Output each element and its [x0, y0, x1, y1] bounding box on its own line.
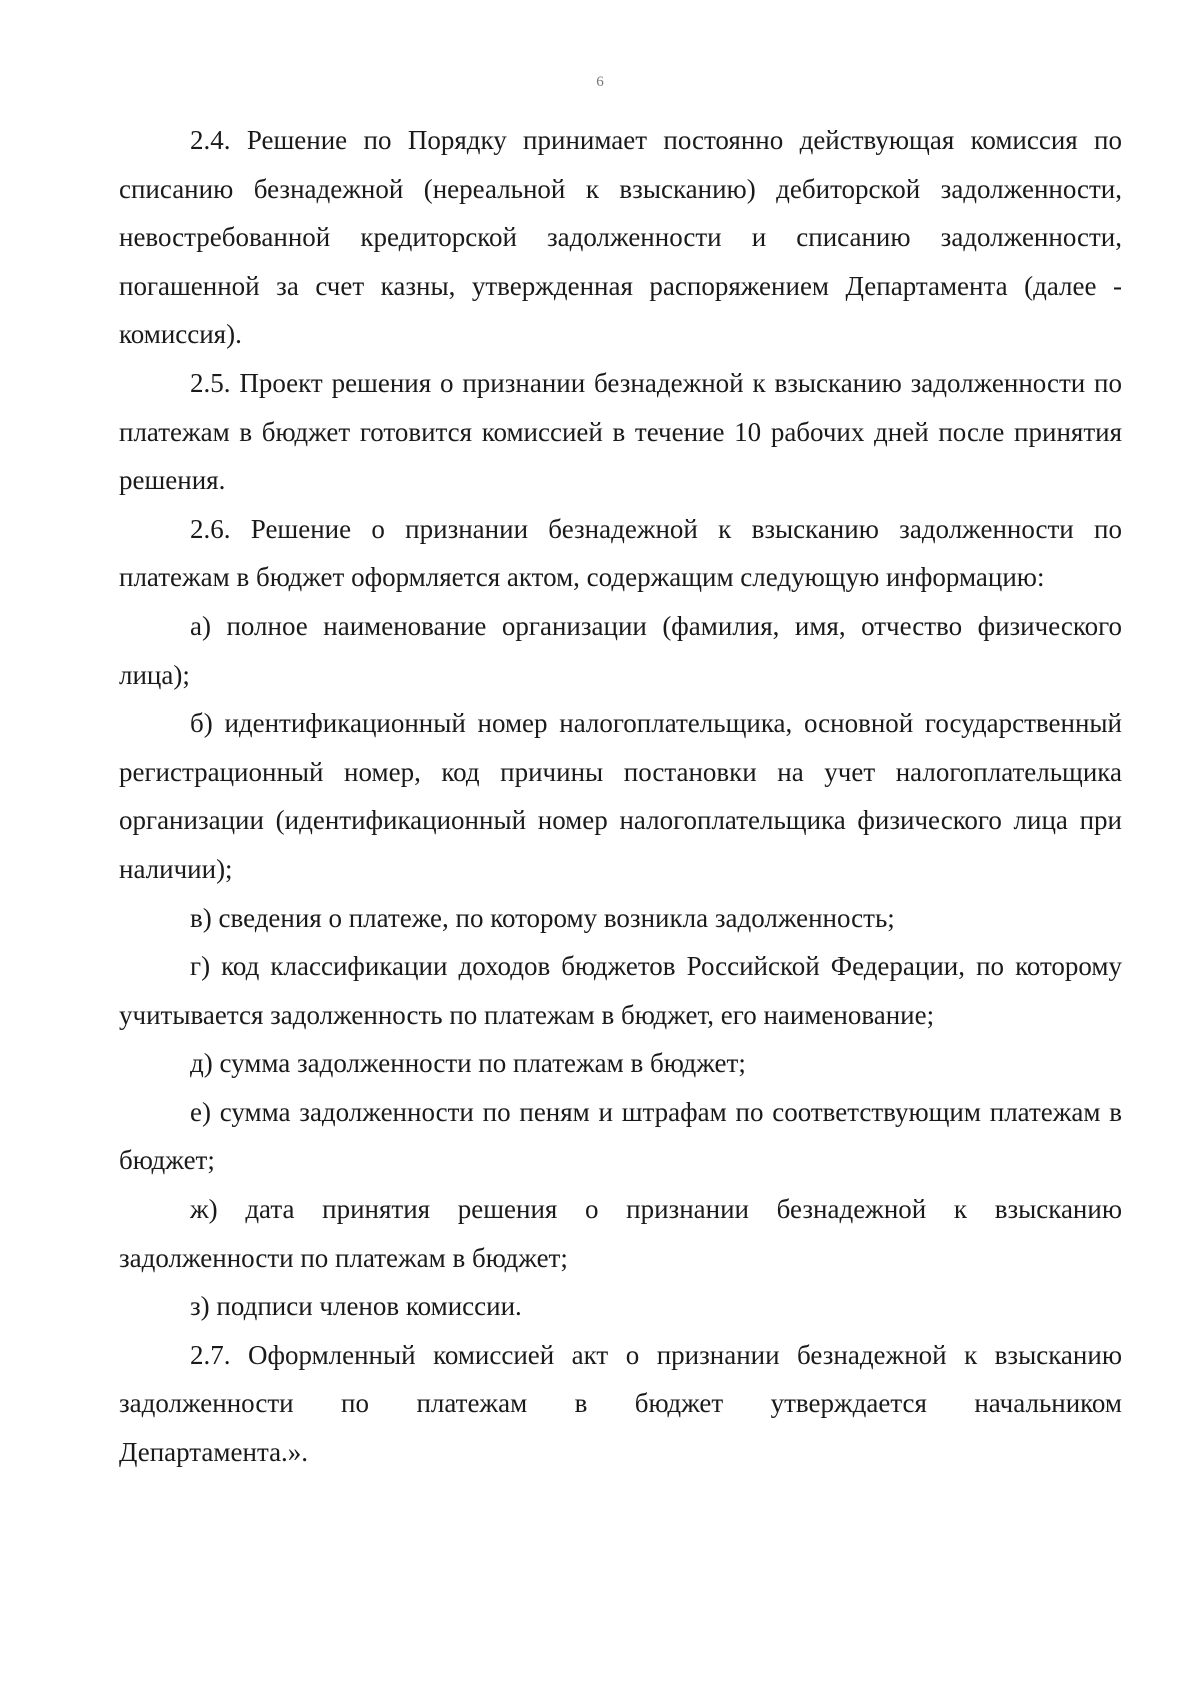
paragraph-2-7: 2.7. Оформленный комиссией акт о признании безнадежной к взысканию задолженности по платежам в бюджет утверждается начальником [119, 1339, 1122, 1419]
paragraph-2-6: 2.6. Решение о признании безнадежной к взысканию задолженности по платежам в бюджет оформляется актом, содержащим следующую информацию: [119, 513, 1122, 593]
list-item-z: з) подписи членов комиссии. [190, 1291, 522, 1322]
list-item-g: г) код классификации доходов бюджетов Российской Федерации, по которому учитывается задолженность по платежам в бюджет, его наименование; [119, 951, 1122, 1030]
list-item-b: б) идентификационный номер налогоплательщика, основной государственный регистрационный номер, код причины постановки на учет налогоплательщика организации (идентификационный номер налогоплательщика физического лица при наличии); [119, 708, 1122, 884]
page-number: 6 [596, 74, 604, 90]
document-body [119, 116, 1122, 1477]
paragraph-2-4: 2.4. Решение по Порядку принимает постоянно действующая комиссия по списанию безнадежной (нереальной к взысканию) дебиторской задолженности, невостребованной кредиторской задолженности и списанию задолженности, погашенной за счет казны, утвержденная распоряжением Департамента (далее - комиссия). [119, 125, 1122, 350]
paragraph-2-5: 2.5. Проект решения о признании безнадежной к взысканию задолженности по платежам в бюджет готовится комиссией в течение 10 рабочих дней после принятия решения. [119, 367, 1122, 496]
list-item-e: е) сумма задолженности по пеням и штрафам по соответствующим платежам в бюджет; [119, 1096, 1122, 1176]
paragraph-2-7-end: Департамента.». [119, 1437, 309, 1468]
list-item-zh: ж) дата принятия решения о признании безнадежной к взысканию задолженности по платежам в бюджет; [119, 1194, 1122, 1273]
list-item-v: в) сведения о платеже, по которому возникла задолженность; [190, 902, 895, 933]
list-item-a: а) полное наименование организации (фамилия, имя, отчество физического лица); [119, 610, 1122, 690]
list-item-d: д) сумма задолженности по платежам в бюджет; [190, 1048, 746, 1079]
